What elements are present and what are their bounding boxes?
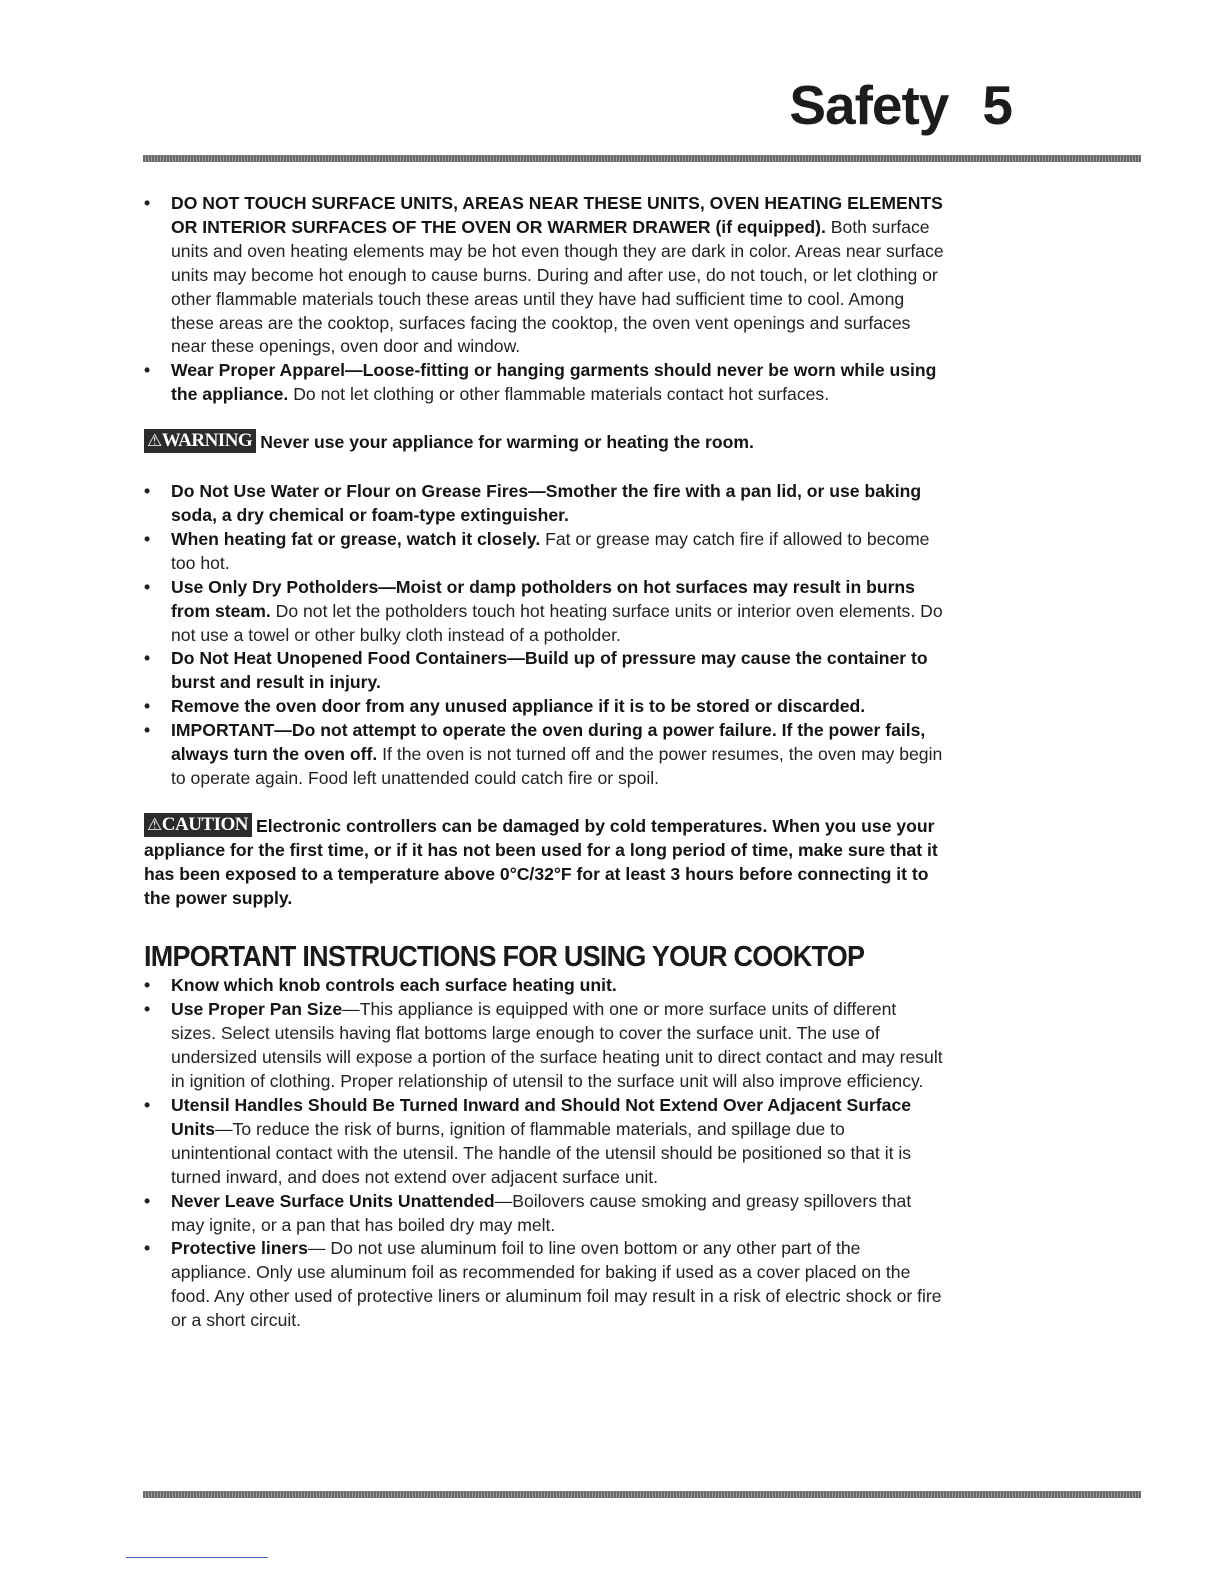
warning-triangle-icon: ⚠ [147, 431, 162, 452]
list-item: • Use Only Dry Potholders—Moist or damp potholders on hot surfaces may result in burns from steam. Do not let the potholders touch hot heating surface units or interior oven elements. Do not use a towel or other bulky cloth instead of a potholder. [144, 576, 944, 648]
list-item: • Do Not Heat Unopened Food Containers—Build up of pressure may cause the container to burst and result in injury. [144, 647, 944, 695]
safety-list-2 [144, 480, 944, 791]
warning-notice [144, 429, 944, 455]
caution-triangle-icon: ⚠ [147, 814, 162, 835]
list-item: • Know which knob controls each surface heating unit. [144, 974, 944, 998]
list-item: • DO NOT TOUCH SURFACE UNITS, AREAS NEAR THESE UNITS, OVEN HEATING ELEMENTS OR INTERIOR SURFACES OF THE OVEN OR WARMER DRAWER (if equipped). Both surface units and oven heating elements may be hot even though they are dark in color. Areas near surface units may become hot enough to cause burns. During and after use, do not touch, or let clothing or other flammable materials touch these areas until they have had sufficient time to cool. Among these areas are the cooktop, surfaces facing the cooktop, the oven vent openings and surfaces near these openings, oven door and window. [144, 192, 944, 359]
caution-badge: ⚠CAUTION [144, 813, 252, 837]
list-item: • Use Proper Pan Size—This appliance is equipped with one or more surface units of different sizes. Select utensils having flat bottoms large enough to cover the surface unit. The use of undersized utensils will expose a portion of the surface heating unit to direct contact and may result in ignition of clothing. Proper relationship of utensil to the surface unit will also improve efficiency. [144, 998, 944, 1094]
warning-text: Never use your appliance for warming or heating the room. [260, 432, 754, 453]
section-heading: IMPORTANT INSTRUCTIONS FOR USING YOUR COOKTOP [144, 941, 865, 974]
bottom-divider [143, 1491, 1141, 1498]
page-content [144, 192, 944, 1333]
page-number: 5 [982, 74, 1012, 136]
page-title: Safety [789, 74, 949, 136]
caution-notice [144, 813, 944, 911]
caution-text: Electronic controllers can be damaged by cold temperatures. When you use your appliance for the first time, or if it has not been used for a long period of time, make sure that it has been exposed to a temperature above 0°C/32°F for at least 3 hours before connecting it to the power supply. [144, 815, 938, 908]
list-item: • Do Not Use Water or Flour on Grease Fires—Smother the fire with a pan lid, or use baking soda, a dry chemical or foam-type extinguisher. [144, 480, 944, 528]
top-divider [143, 155, 1141, 162]
list-item: • Protective liners— Do not use aluminum foil to line oven bottom or any other part of the appliance. Only use aluminum foil as recommended for baking if used as a cover placed on the food. Any other used of protective liners or aluminum foil may result in a risk of electric shock or fire or a short circuit. [144, 1237, 944, 1333]
list-item: • When heating fat or grease, watch it closely. Fat or grease may catch fire if allowed to become too hot. [144, 528, 944, 576]
cooktop-instructions-list [144, 974, 944, 1333]
list-item: • IMPORTANT—Do not attempt to operate the oven during a power failure. If the power fails, always turn the oven off. If the oven is not turned off and the power resumes, the oven may begin to operate again. Food left unattended could catch fire or spoil. [144, 719, 944, 791]
footer-link-underline[interactable] [126, 1557, 268, 1558]
page-header [789, 74, 1012, 136]
list-item: • Wear Proper Apparel—Loose-fitting or hanging garments should never be worn while using the appliance. Do not let clothing or other flammable materials contact hot surfaces. [144, 359, 944, 407]
list-item: • Remove the oven door from any unused appliance if it is to be stored or discarded. [144, 695, 944, 719]
list-item: • Utensil Handles Should Be Turned Inward and Should Not Extend Over Adjacent Surface Units—To reduce the risk of burns, ignition of flammable materials, and spillage due to unintentional contact with the utensil. The handle of the utensil should be positioned so that it is turned inward, and does not extend over adjacent surface unit. [144, 1094, 944, 1190]
list-item: • Never Leave Surface Units Unattended—Boilovers cause smoking and greasy spillovers that may ignite, or a pan that has boiled dry may melt. [144, 1190, 944, 1238]
safety-list-1 [144, 192, 944, 407]
warning-badge: ⚠WARNING [144, 429, 256, 453]
